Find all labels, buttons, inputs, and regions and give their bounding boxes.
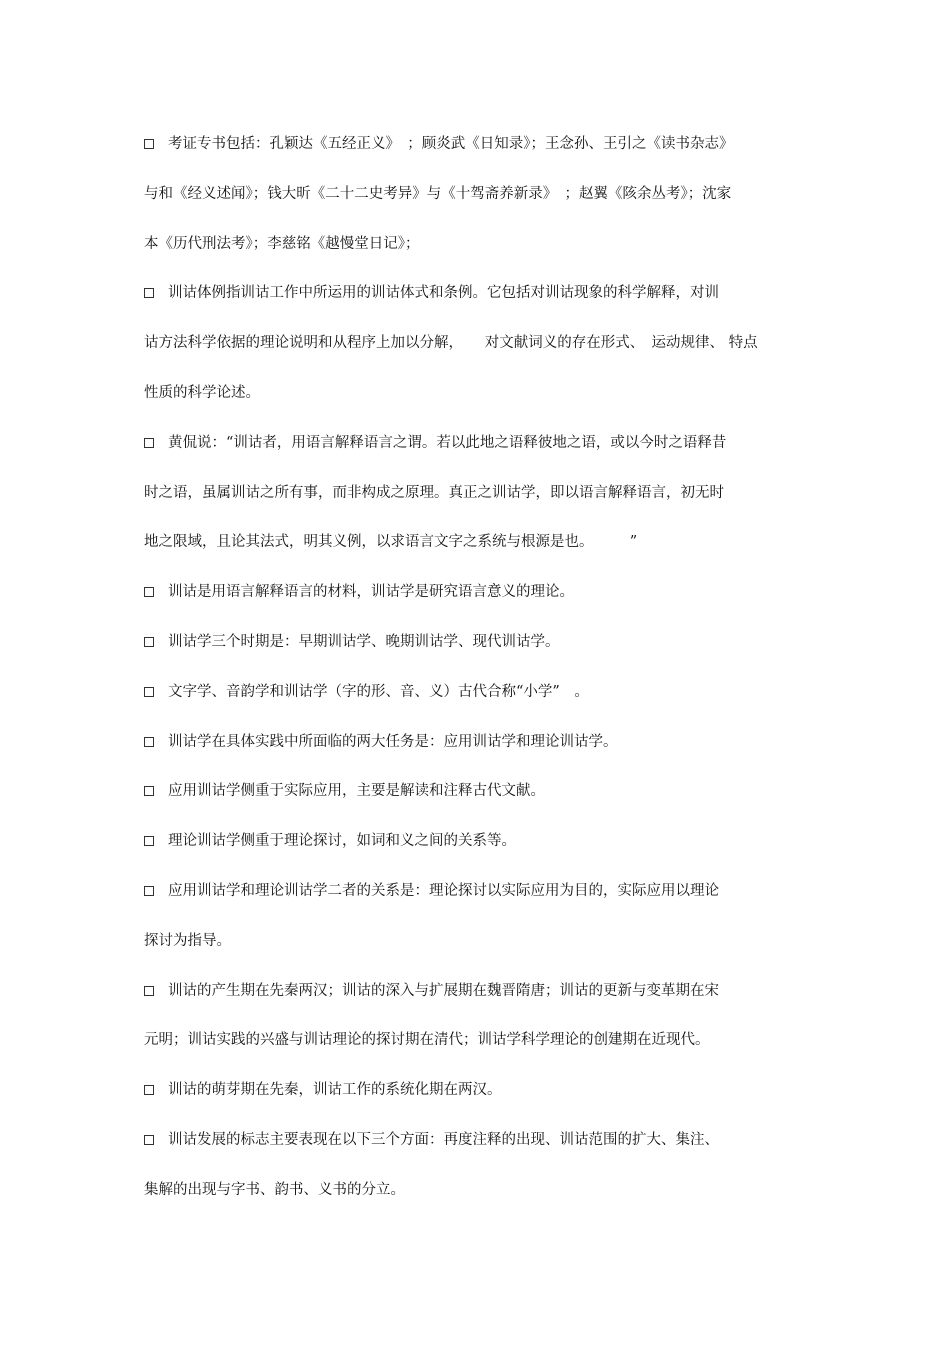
line-text: 训诂的萌芽期在先秦，训诂工作的系统化期在两汉。: [168, 1082, 502, 1099]
paragraph-continuation-line: [144, 1180, 814, 1200]
line-text: 训诂的产生期在先秦两汉；训诂的深入与扩展期在魏晋隋唐；训诂的更新与变革期在宋: [168, 982, 719, 999]
checkbox-bullet-icon: [144, 986, 154, 996]
paragraph-continuation-line: [144, 383, 814, 403]
bullet-paragraph-line: [144, 1080, 814, 1100]
bullet-paragraph-line: [144, 582, 814, 602]
checkbox-bullet-icon: [144, 587, 154, 597]
checkbox-bullet-icon: [144, 1135, 154, 1145]
line-text: 文字学、音韵学和训诂学（字的形、音、义）古代合称“小学” 。: [168, 683, 589, 700]
checkbox-bullet-icon: [144, 288, 154, 298]
paragraph-continuation-line: [144, 931, 814, 951]
line-text: 训诂体例指训诂工作中所运用的训诂体式和条例。它包括对训诂现象的科学解释，对训: [168, 285, 719, 302]
line-text: 诂方法科学依据的理论说明和从程序上加以分解， 对文献词义的存在形式、 运动规律、 特点: [144, 335, 758, 352]
checkbox-bullet-icon: [144, 1085, 154, 1095]
bullet-paragraph-line: [144, 881, 814, 901]
line-text: 训诂学三个时期是：早期训诂学、晚期训诂学、现代训诂学。: [168, 634, 560, 650]
bullet-paragraph-line: [144, 283, 814, 303]
bullet-paragraph-line: [144, 134, 814, 154]
bullet-paragraph-line: [144, 781, 814, 801]
line-text: 元明；训诂实践的兴盛与训诂理论的探讨期在清代；训诂学科学理论的创建期在近现代。: [144, 1032, 710, 1049]
paragraph-continuation-line: [144, 184, 814, 204]
paragraph-continuation-line: [144, 234, 814, 254]
line-text: 应用训诂学侧重于实际应用，主要是解读和注释古代文献。: [168, 783, 545, 800]
checkbox-bullet-icon: [144, 687, 154, 697]
line-text: 理论训诂学侧重于理论探讨，如词和义之间的关系等。: [168, 833, 516, 850]
line-text: 训诂是用语言解释语言的材料，训诂学是研究语言意义的理论。: [168, 584, 574, 601]
checkbox-bullet-icon: [144, 438, 154, 448]
paragraph-continuation-line: [144, 333, 814, 353]
checkbox-bullet-icon: [144, 737, 154, 747]
bullet-paragraph-line: [144, 1130, 814, 1150]
bullet-paragraph-line: [144, 433, 814, 453]
line-text: 本《历代刑法考》；李慈铭《越慢堂日记》；: [144, 235, 420, 252]
line-text: 黄侃说：“训诂者，用语言解释语言之谓。若以此地之语释彼地之语，或以今时之语释昔: [168, 434, 727, 451]
checkbox-bullet-icon: [144, 637, 154, 647]
paragraph-continuation-line: [144, 532, 814, 552]
checkbox-bullet-icon: [144, 886, 154, 896]
checkbox-bullet-icon: [144, 836, 154, 846]
line-text: 考证专书包括：孔颖达《五经正义》 ；顾炎武《日知录》；王念孙、王引之《读书杂志》: [168, 136, 734, 152]
paragraph-continuation-line: [144, 483, 814, 503]
checkbox-bullet-icon: [144, 139, 154, 149]
line-text: 时之语，虽属训诂之所有事，而非构成之原理。真正之训诂学，即以语言解释语言，初无时: [144, 484, 724, 501]
paragraph-continuation-line: [144, 1030, 814, 1050]
line-text: 应用训诂学和理论训诂学二者的关系是：理论探讨以实际应用为目的，实际应用以理论: [168, 883, 719, 899]
line-text: 探讨为指导。: [144, 932, 231, 949]
checkbox-bullet-icon: [144, 786, 154, 796]
line-text: 训诂发展的标志主要表现在以下三个方面：再度注释的出现、训诂范围的扩大、集注、: [168, 1132, 719, 1148]
bullet-paragraph-line: [144, 682, 814, 702]
bullet-paragraph-line: [144, 732, 814, 752]
line-text: 与和《经义述闻》；钱大昕《二十二史考异》与《十驾斋养新录》 ；赵翼《陔余丛考》；沈家: [144, 185, 732, 202]
bullet-paragraph-line: [144, 632, 814, 652]
line-text: 地之限域，且论其法式，明其义例，以求语言文字之系统与根源是也。 ”: [144, 534, 638, 551]
line-text: 训诂学在具体实践中所面临的两大任务是：应用训诂学和理论训诂学。: [168, 733, 618, 750]
bullet-paragraph-line: [144, 981, 814, 1001]
line-text: 性质的科学论述。: [144, 385, 260, 401]
line-text: 集解的出现与字书、韵书、义书的分立。: [144, 1181, 405, 1198]
bullet-paragraph-line: [144, 831, 814, 851]
